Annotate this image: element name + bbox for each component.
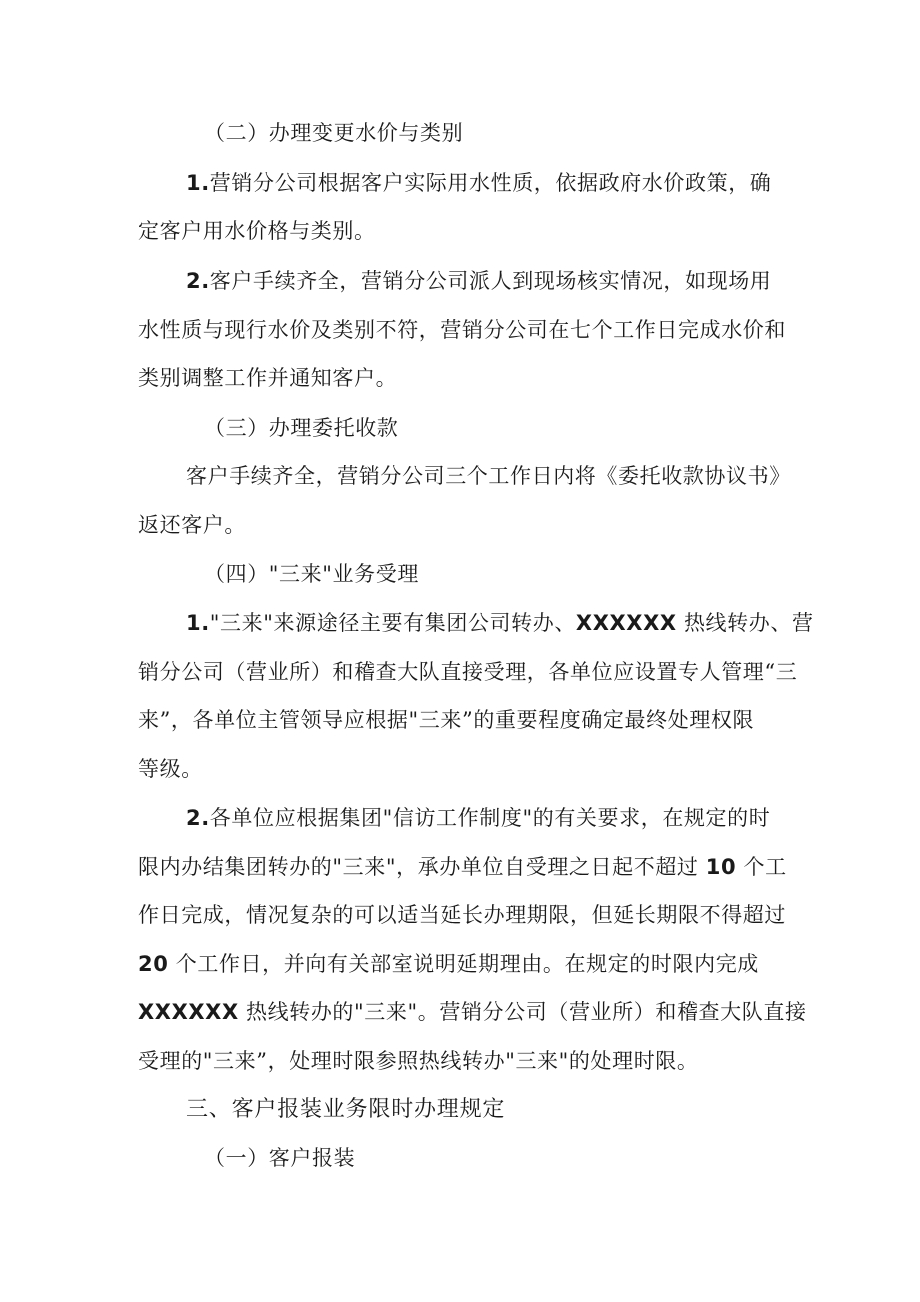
section-4-item-2-line-1 [186,803,770,833]
item-text: 限内办结集团转办的"三来"，承办单位自受理之日起不超过 [138,855,706,879]
section-4-item-1-line-3: 来”，各单位主管领导应根据"三来”的重要程度确定最终处理权限 [138,708,755,732]
item-text: 热线转办、营 [676,611,814,635]
section-3-para-line-1: 客户手续齐全，营销分公司三个工作日内将《委托收款协议书》 [186,464,791,488]
section-2-item-1-line-2: 定客户用水价格与类别。 [138,219,376,243]
section-4-item-2-line-3: 作日完成，情况复杂的可以适当延长办理期限，但延长期限不得超过 [138,903,786,927]
item-text: 热线转办的"三来"。营销分公司（营业所）和稽查大队直接 [238,1000,807,1024]
item-text: 个工 [736,855,787,879]
day-count: 20 [138,952,169,976]
section-4-item-1-line-1 [186,608,814,638]
chapter-3-heading: 三、客户报装业务限时办理规定 [186,1097,506,1122]
section-2-item-2-line-1 [186,266,771,296]
item-number: 2. [186,269,210,293]
section-2-item-2-line-3: 类别调整工作并通知客户。 [138,366,398,390]
item-text: "三来"来源途径主要有集团公司转办、 [209,611,576,635]
redacted-number: XXXXXX [138,1000,239,1024]
section-4-item-1-line-4: 等级。 [138,757,203,781]
item-text: 营销分公司根据客户实际用水性质，依据政府水价政策，确 [209,171,772,195]
section-4-item-2-line-2 [138,852,787,882]
section-4-heading: （四）"三来"业务受理 [204,562,419,586]
section-2-item-1-line-1 [186,168,771,198]
section-2-item-2-line-2: 水性质与现行水价及类别不符，营销分公司在七个工作日完成水价和 [138,318,786,342]
item-text: 个工作日，并向有关部室说明延期理由。在规定的时限内完成 [168,952,759,976]
item-number: 1. [186,611,210,635]
section-2-heading: （二）办理变更水价与类别 [204,121,464,145]
day-count: 10 [705,855,737,879]
item-text: 客户手续齐全，营销分公司派人到现场核实情况，如现场用 [209,269,772,293]
section-3-heading: （三）办理委托收款 [204,416,399,440]
item-number: 2. [186,806,210,830]
redacted-number: XXXXXX [575,611,677,635]
section-3-para-line-2: 返还客户。 [138,513,246,537]
chapter-3-subheading-1: （一）客户报装 [204,1146,356,1170]
item-number: 1. [186,171,210,195]
section-4-item-2-line-4 [138,949,759,979]
section-4-item-2-line-5 [138,997,807,1027]
item-text: 各单位应根据集团"信访工作制度"的有关要求，在规定的时 [209,806,771,830]
section-4-item-1-line-2: 销分公司（营业所）和稽查大队直接受理，各单位应设置专人管理“三 [138,660,798,684]
section-4-item-2-line-6: 受理的"三来”，处理时限参照热线转办"三来"的处理时限。 [138,1049,699,1073]
